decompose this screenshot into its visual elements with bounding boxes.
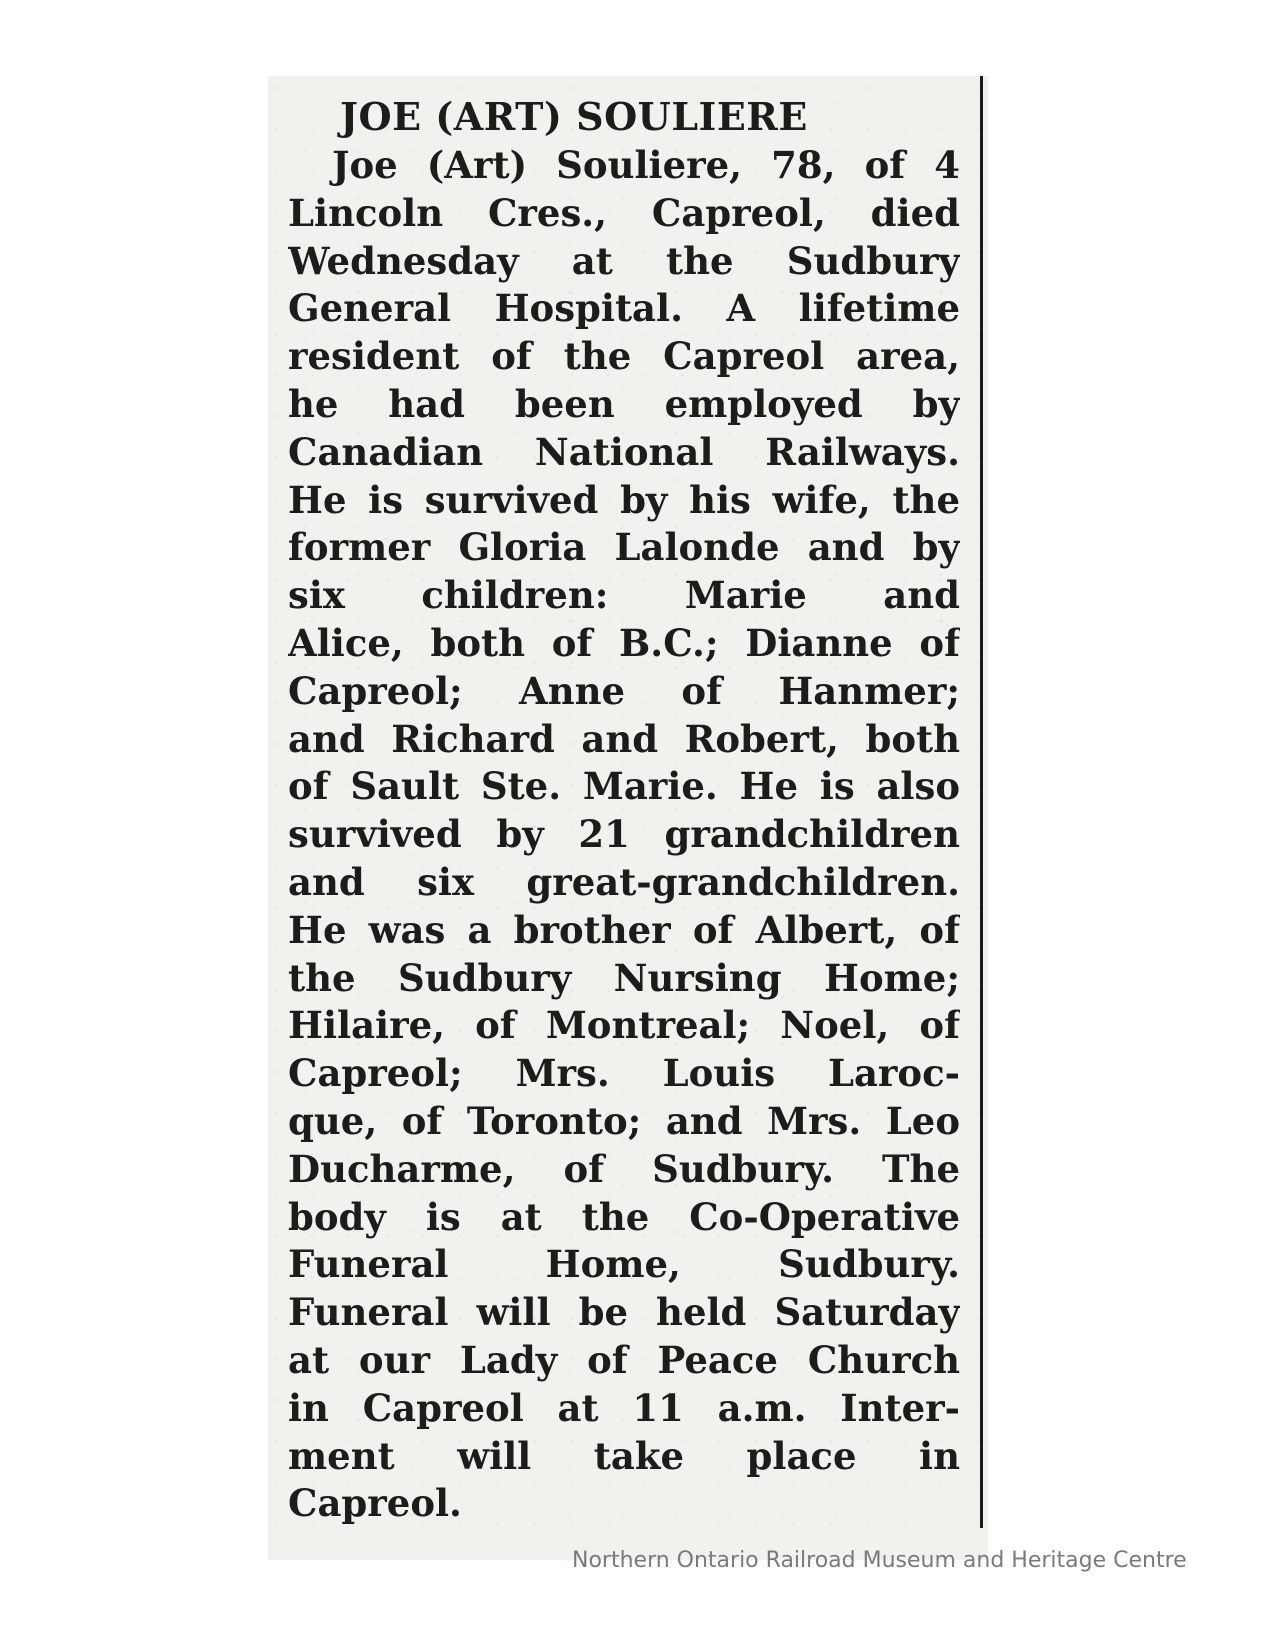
- obituary-line: former Gloria Lalonde and by: [288, 525, 960, 570]
- obituary-line: Capreol; Mrs. Louis Laroc-: [288, 1051, 960, 1096]
- obituary-line: in Capreol at 11 a.m. Inter-: [288, 1385, 960, 1430]
- obituary-line: Ducharme, of Sudbury. The: [288, 1146, 960, 1191]
- obituary-line: Canadian National Railways.: [288, 429, 960, 474]
- obituary-line: survived by 21 grandchildren: [288, 812, 960, 857]
- source-credit: Northern Ontario Railroad Museum and Heritage Centre: [572, 1548, 1187, 1573]
- obituary-line: at our Lady of Peace Church: [288, 1337, 960, 1382]
- obituary-line: Hilaire, of Montreal; Noel, of: [288, 1003, 960, 1048]
- obituary-line: que, of Toronto; and Mrs. Leo: [288, 1098, 960, 1143]
- obituary-headline: JOE (ART) SOULIERE: [340, 94, 808, 139]
- obituary-line: Funeral Home, Sudbury.: [288, 1242, 960, 1287]
- obituary-body: [288, 142, 960, 1528]
- obituary-line: General Hospital. A lifetime: [288, 286, 960, 331]
- obituary-line: and Richard and Robert, both: [288, 716, 960, 761]
- obituary-line: ment will take place in: [288, 1433, 960, 1478]
- obituary-line: Funeral will be held Saturday: [288, 1290, 960, 1335]
- obituary-line: He is survived by his wife, the: [288, 477, 960, 522]
- obituary-line: Capreol.: [288, 1481, 462, 1526]
- obituary-line: body is at the Co-Operative: [288, 1194, 960, 1239]
- obituary-line: He was a brother of Albert, of: [288, 907, 960, 952]
- obituary-line: resident of the Capreol area,: [288, 334, 960, 379]
- obituary-line: Capreol; Anne of Hanmer;: [288, 668, 960, 713]
- obituary-line: Wednesday at the Sudbury: [288, 238, 960, 283]
- obituary-line: Joe (Art) Souliere, 78, of 4: [332, 143, 960, 187]
- obituary-line: Lincoln Cres., Capreol, died: [288, 190, 960, 235]
- obituary-line: and six great-grandchildren.: [288, 859, 960, 904]
- obituary-line: Alice, both of B.C.; Dianne of: [288, 620, 960, 665]
- obituary-line: he had been employed by: [288, 381, 960, 426]
- obituary-line: of Sault Ste. Marie. He is also: [288, 764, 960, 809]
- obituary-line: six children: Marie and: [288, 573, 960, 618]
- column-rule: [980, 76, 983, 1528]
- obituary-line: the Sudbury Nursing Home;: [288, 955, 960, 1000]
